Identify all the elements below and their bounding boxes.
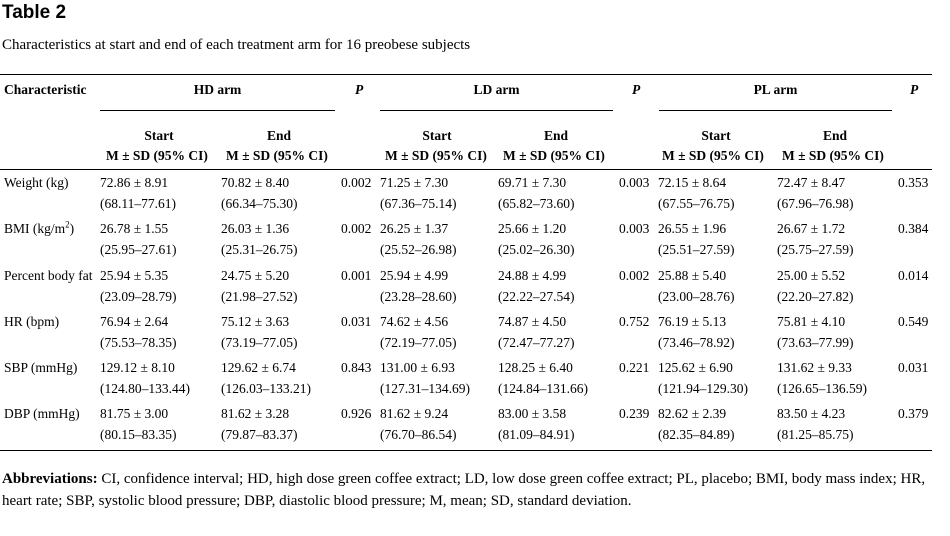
value-cell: 72.47 ± 8.47 <box>777 175 846 190</box>
row-label-text: DBP (mmHg) <box>4 406 80 421</box>
ci-cell: (25.52–26.98) <box>380 242 457 257</box>
header-bottom-rule <box>0 169 932 170</box>
header-pl-end: End <box>822 128 848 143</box>
ld-arm-underline <box>380 110 613 111</box>
value-cell: 69.71 ± 7.30 <box>498 175 567 190</box>
p-value-cell: 0.752 <box>619 314 650 329</box>
ci-cell: (25.51–27.59) <box>658 242 735 257</box>
ci-cell: (68.11–77.61) <box>100 196 176 211</box>
header-ld-end: End <box>543 128 569 143</box>
value-cell: 71.25 ± 7.30 <box>380 175 449 190</box>
value-cell: 26.67 ± 1.72 <box>777 221 846 236</box>
abbreviations-note <box>2 468 942 512</box>
header-hd-arm: HD arm <box>193 82 242 97</box>
value-cell: 125.62 ± 6.90 <box>658 360 733 375</box>
value-cell: 74.62 ± 4.56 <box>380 314 449 329</box>
ci-cell: (65.82–73.60) <box>498 196 575 211</box>
ci-cell: (25.95–27.61) <box>100 242 177 257</box>
ci-cell: (81.09–84.91) <box>498 427 575 442</box>
header-pl-arm: PL arm <box>753 82 798 97</box>
value-cell: 72.15 ± 8.64 <box>658 175 727 190</box>
table-caption: Characteristics at start and end of each treatment arm for 16 preobese subjects <box>2 37 471 53</box>
row-label <box>4 221 74 237</box>
value-cell: 129.62 ± 6.74 <box>221 360 296 375</box>
hd-arm-underline <box>100 110 335 111</box>
ci-cell: (124.80–133.44) <box>100 381 190 396</box>
value-cell: 24.88 ± 4.99 <box>498 268 567 283</box>
ci-cell: (75.53–78.35) <box>100 335 177 350</box>
header-hd-end-msd: M ± SD (95% CI) <box>226 148 328 163</box>
p-value-cell: 0.014 <box>898 268 929 283</box>
p-value-cell: 0.003 <box>619 221 650 236</box>
ci-cell: (67.36–75.14) <box>380 196 457 211</box>
header-ld-end-msd: M ± SD (95% CI) <box>503 148 605 163</box>
value-cell: 24.75 ± 5.20 <box>221 268 290 283</box>
p-value-cell: 0.002 <box>619 268 650 283</box>
ci-cell: (25.75–27.59) <box>777 242 854 257</box>
value-cell: 83.00 ± 3.58 <box>498 406 567 421</box>
ci-cell: (72.47–77.27) <box>498 335 575 350</box>
value-cell: 81.62 ± 9.24 <box>380 406 449 421</box>
ci-cell: (121.94–129.30) <box>658 381 748 396</box>
value-cell: 70.82 ± 8.40 <box>221 175 290 190</box>
p-value-cell: 0.239 <box>619 406 650 421</box>
p-value-cell: 0.379 <box>898 406 929 421</box>
header-ld-p: P <box>632 82 641 97</box>
ci-cell: (82.35–84.89) <box>658 427 735 442</box>
row-label <box>4 175 69 191</box>
row-label-text: Percent body fat <box>4 268 93 283</box>
value-cell: 26.55 ± 1.96 <box>658 221 727 236</box>
header-ld-arm: LD arm <box>473 82 520 97</box>
row-label <box>4 314 59 330</box>
value-cell: 74.87 ± 4.50 <box>498 314 567 329</box>
value-cell: 72.86 ± 8.91 <box>100 175 169 190</box>
header-hd-start: Start <box>144 128 174 143</box>
value-cell: 82.62 ± 2.39 <box>658 406 727 421</box>
ci-cell: (22.20–27.82) <box>777 289 854 304</box>
ci-cell: (23.28–28.60) <box>380 289 457 304</box>
ci-cell: (73.63–77.99) <box>777 335 854 350</box>
value-cell: 25.88 ± 5.40 <box>658 268 727 283</box>
value-cell: 76.19 ± 5.13 <box>658 314 727 329</box>
ci-cell: (67.96–76.98) <box>777 196 854 211</box>
value-cell: 25.94 ± 5.35 <box>100 268 169 283</box>
ci-cell: (72.19–77.05) <box>380 335 457 350</box>
header-ld-start: Start <box>422 128 452 143</box>
value-cell: 25.00 ± 5.52 <box>777 268 846 283</box>
value-cell: 25.66 ± 1.20 <box>498 221 567 236</box>
value-cell: 25.94 ± 4.99 <box>380 268 449 283</box>
ci-cell: (80.15–83.35) <box>100 427 177 442</box>
row-label <box>4 406 80 422</box>
value-cell: 75.81 ± 4.10 <box>777 314 846 329</box>
p-value-cell: 0.001 <box>341 268 372 283</box>
table-title: Table 2 <box>2 2 67 23</box>
header-hd-start-msd: M ± SD (95% CI) <box>106 148 208 163</box>
value-cell: 26.25 ± 1.37 <box>380 221 449 236</box>
abbreviations-label: Abbreviations: <box>2 471 98 487</box>
ci-cell: (126.03–133.21) <box>221 381 311 396</box>
value-cell: 131.00 ± 6.93 <box>380 360 455 375</box>
header-pl-p: P <box>910 82 919 97</box>
value-cell: 128.25 ± 6.40 <box>498 360 573 375</box>
ci-cell: (67.55–76.75) <box>658 196 735 211</box>
table-bottom-rule <box>0 450 932 451</box>
value-cell: 129.12 ± 8.10 <box>100 360 175 375</box>
ci-cell: (23.00–28.76) <box>658 289 735 304</box>
p-value-cell: 0.843 <box>341 360 372 375</box>
p-value-cell: 0.384 <box>898 221 929 236</box>
ci-cell: (126.65–136.59) <box>777 381 867 396</box>
header-characteristic: Characteristic <box>4 82 87 97</box>
row-label-text: BMI (kg/m <box>4 221 66 236</box>
p-value-cell: 0.549 <box>898 314 929 329</box>
value-cell: 81.62 ± 3.28 <box>221 406 290 421</box>
ci-cell: (73.19–77.05) <box>221 335 298 350</box>
ci-cell: (22.22–27.54) <box>498 289 575 304</box>
ci-cell: (81.25–85.75) <box>777 427 854 442</box>
ci-cell: (73.46–78.92) <box>658 335 735 350</box>
header-pl-end-msd: M ± SD (95% CI) <box>782 148 884 163</box>
abbreviations-text: CI, confidence interval; HD, high dose green coffee extract; LD, low dose green coffee extract; PL, placebo; BMI, body mass index; HR, heart rate; SBP, systolic blood pressure; DBP, diastolic blood pressure; M, mean; SD, standard deviation. <box>2 471 926 509</box>
header-ld-start-msd: M ± SD (95% CI) <box>385 148 487 163</box>
p-value-cell: 0.031 <box>898 360 929 375</box>
row-label-text: HR (bpm) <box>4 314 60 329</box>
p-value-cell: 0.221 <box>619 360 650 375</box>
header-pl-start: Start <box>701 128 731 143</box>
ci-cell: (127.31–134.69) <box>380 381 470 396</box>
ci-cell: (124.84–131.66) <box>498 381 588 396</box>
row-label-superscript: 2 <box>65 219 70 230</box>
ci-cell: (23.09–28.79) <box>100 289 177 304</box>
row-label <box>4 268 92 284</box>
header-hd-p: P <box>355 82 364 97</box>
ci-cell: (79.87–83.37) <box>221 427 298 442</box>
ci-cell: (25.02–26.30) <box>498 242 575 257</box>
ci-cell: (76.70–86.54) <box>380 427 457 442</box>
p-value-cell: 0.003 <box>619 175 650 190</box>
row-label-text: SBP (mmHg) <box>4 360 78 375</box>
value-cell: 83.50 ± 4.23 <box>777 406 846 421</box>
p-value-cell: 0.353 <box>898 175 929 190</box>
p-value-cell: 0.926 <box>341 406 372 421</box>
row-label <box>4 360 77 376</box>
header-pl-start-msd: M ± SD (95% CI) <box>662 148 764 163</box>
p-value-cell: 0.002 <box>341 175 372 190</box>
value-cell: 26.03 ± 1.36 <box>221 221 290 236</box>
pl-arm-underline <box>659 110 892 111</box>
value-cell: 81.75 ± 3.00 <box>100 406 169 421</box>
value-cell: 131.62 ± 9.33 <box>777 360 852 375</box>
ci-cell: (21.98–27.52) <box>221 289 298 304</box>
row-label-text: Weight (kg) <box>4 175 69 190</box>
value-cell: 75.12 ± 3.63 <box>221 314 290 329</box>
value-cell: 26.78 ± 1.55 <box>100 221 169 236</box>
ci-cell: (66.34–75.30) <box>221 196 298 211</box>
value-cell: 76.94 ± 2.64 <box>100 314 169 329</box>
row-label-suffix: ) <box>69 221 75 236</box>
header-hd-end: End <box>266 128 292 143</box>
p-value-cell: 0.002 <box>341 221 372 236</box>
ci-cell: (25.31–26.75) <box>221 242 298 257</box>
p-value-cell: 0.031 <box>341 314 372 329</box>
table-top-rule <box>0 74 932 75</box>
